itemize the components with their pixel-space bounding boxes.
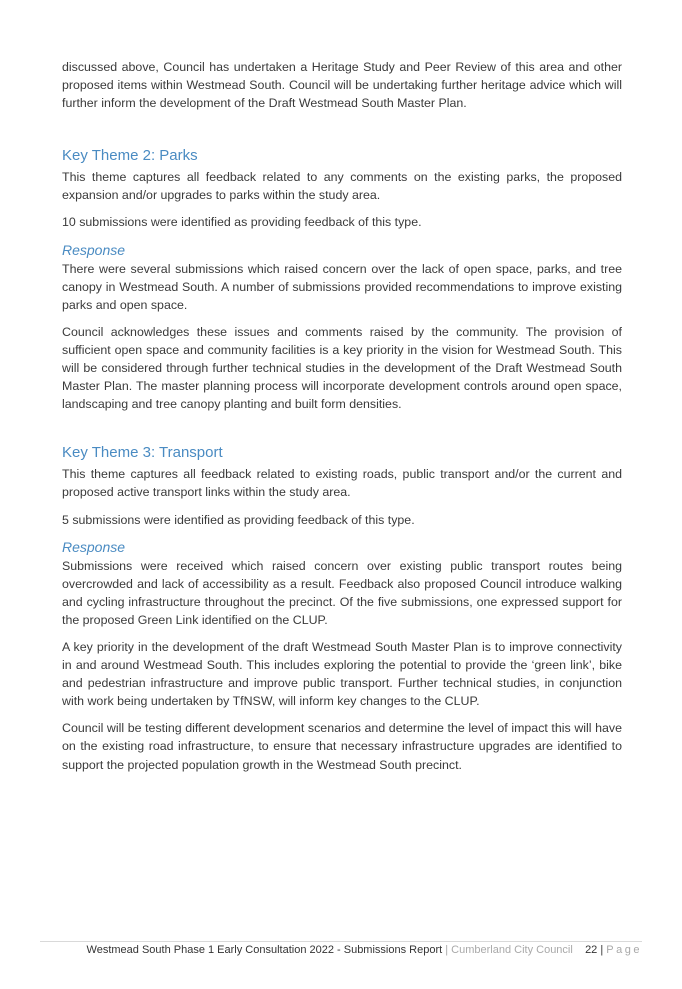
section-spacer	[62, 413, 622, 443]
theme-2-response-paragraph: There were several submissions which raised concern over the lack of open space, parks, and tree canopy in Westmead South. A number of submissions provided recommendations to improve existing parks and open space.	[62, 261, 622, 312]
footer-page-label: Page	[606, 944, 642, 956]
footer-separator: |	[445, 944, 449, 956]
theme-3-heading: Key Theme 3: Transport	[62, 444, 223, 462]
intro-paragraph: discussed above, Council has undertaken a Heritage Study and Peer Review of this area and other proposed items within Westmead South. Council will be undertaking further heritage advice which will further inform the development of the Draft Westmead South Master Plan.	[62, 60, 622, 111]
theme-3-response-paragraph: A key priority in the development of the draft Westmead South Master Plan is to improve connectivity in and around Westmead South. This includes exploring the potential to provide the ‘green link’, bike and pedestrian infrastructure and improve public transport. Further technical studies, in conjunction with work being undertaken by TfNSW, will inform key changes to the CLUP.	[62, 639, 622, 709]
theme-3-response-paragraph: Submissions were received which raised concern over existing public transport routes being overcrowded and lack of accessibility as a result. Feedback also proposed Council introduce walking and cycling infrastructure throughout the precinct. Of the five submissions, one expressed support for the proposed Green Link identified on the CLUP.	[62, 558, 622, 627]
section-spacer	[62, 121, 622, 146]
theme-2-response-paragraph: Council acknowledges these issues and comments raised by the community. The provision of sufficient open space and community facilities is a key priority in the vision for Westmead South. This will be considered through further technical studies in the development of the Draft Westmead South Master Plan. The master planning process will incorporate development controls around open space, landscaping and tree canopy planting and built form densities.	[62, 324, 622, 412]
footer-council-name: Cumberland City Council	[451, 944, 573, 956]
theme-2-heading: Key Theme 2: Parks	[62, 147, 198, 165]
page-footer	[40, 941, 642, 956]
theme-3-count: 5 submissions were identified as providing feedback of this type.	[62, 512, 415, 527]
theme-2-description: This theme captures all feedback related to any comments on the existing parks, the proposed expansion and/or upgrades to parks within the study area.	[62, 170, 622, 203]
theme-2-count: 10 submissions were identified as providing feedback of this type.	[62, 215, 422, 230]
theme-3-response-paragraph: Council will be testing different development scenarios and determine the level of impact this will have on the existing road infrastructure, to ensure that necessary infrastructure upgrades are identified to support the projected population growth in the Westmead South precinct.	[62, 721, 622, 772]
theme-2-response-heading: Response	[62, 241, 126, 258]
footer-page-separator: |	[600, 944, 604, 956]
theme-3-description: This theme captures all feedback related to existing roads, public transport and/or the current and proposed active transport links within the study area.	[62, 467, 622, 500]
document-body	[62, 58, 622, 774]
footer-page-number: 22	[585, 944, 598, 956]
theme-3-response-heading: Response	[62, 538, 126, 555]
footer-report-title: Westmead South Phase 1 Early Consultation 2022 - Submissions Report	[86, 944, 443, 956]
